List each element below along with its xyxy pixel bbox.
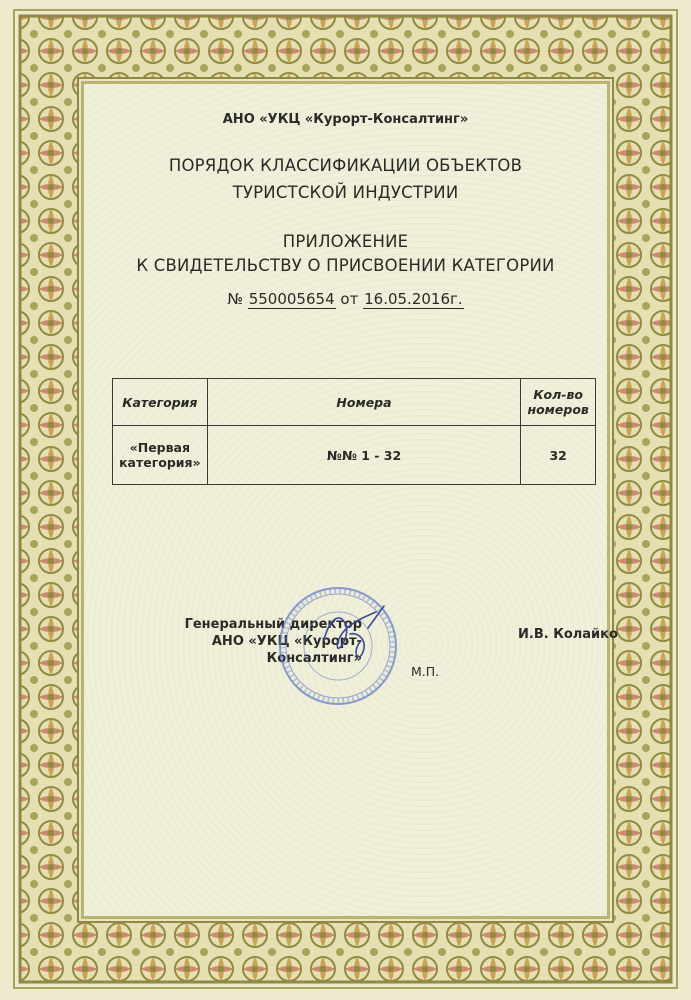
certificate-reference: [0, 290, 691, 308]
classification-table: [112, 378, 596, 485]
appendix-line-2: К СВИДЕТЕЛЬСТВУ О ПРИСВОЕНИИ КАТЕГОРИИ: [136, 256, 555, 275]
cell-category: «Первая категория»: [113, 426, 208, 485]
cell-count: 32: [521, 426, 596, 485]
table-header-row: [113, 379, 596, 426]
document-panel: [84, 84, 607, 916]
header-category: Категория: [113, 379, 208, 426]
organization-name: АНО «УКЦ «Курорт-Консалтинг»: [222, 112, 469, 127]
position-line-2: АНО «УКЦ «Курорт-Консалтинг»: [211, 634, 362, 666]
title-line-2: ТУРИСТСКОЙ ИНДУСТРИИ: [232, 183, 459, 202]
appendix-heading: [0, 230, 691, 278]
date-prefix: от: [340, 290, 359, 308]
seal-label: М.П.: [411, 664, 440, 679]
header-rooms: Номера: [207, 379, 521, 426]
handwritten-signature: [324, 606, 384, 657]
table-row: [113, 426, 596, 485]
header-count: Кол-во номеров: [521, 379, 596, 426]
certificate-number: 550005654: [248, 290, 335, 308]
cell-rooms: №№ 1 - 32: [207, 426, 521, 485]
number-prefix: №: [227, 290, 243, 308]
seal-stamp: [272, 582, 404, 710]
certificate-date: 16.05.2016г.: [364, 290, 463, 308]
appendix-line-1: ПРИЛОЖЕНИЕ: [282, 232, 409, 251]
signatory-name: И.В. Колайко: [518, 627, 618, 642]
title-line-1: ПОРЯДОК КЛАССИФИКАЦИИ ОБЪЕКТОВ: [168, 156, 523, 175]
position-line-1: Генеральный директор: [184, 617, 362, 632]
document-title: [0, 152, 691, 206]
